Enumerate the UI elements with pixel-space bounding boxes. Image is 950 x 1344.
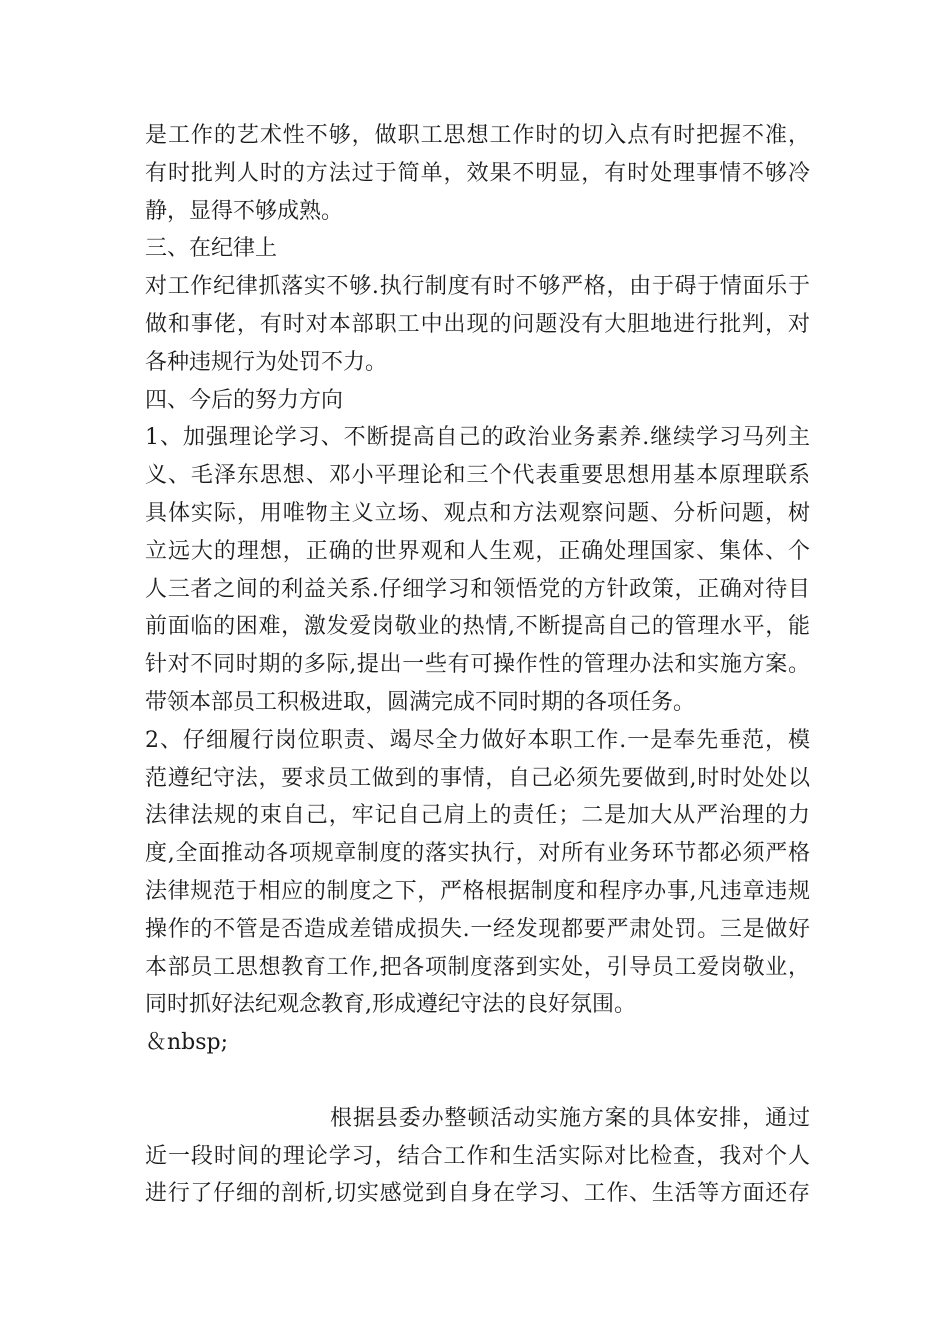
text-line: 近一段时间的理论学习，结合工作和生活实际对比检查，我对个人 <box>145 1143 810 1169</box>
text-line: 做和事佬，有时对本部职工中出现的问题没有大胆地进行批判，对 <box>145 311 810 337</box>
text-line: 义、毛泽东思想、邓小平理论和三个代表重要思想用基本原理联系 <box>145 463 810 489</box>
text-line: 具体实际，用唯物主义立场、观点和方法观察问题、分析问题，树 <box>145 500 810 526</box>
text-line: 同时抓好法纪观念教育,形成遵纪守法的良好氛围。 <box>145 992 636 1018</box>
text-line: 本部员工思想教育工作,把各项制度落到实处，引导员工爱岗敬业， <box>145 954 810 980</box>
text-line: ＆nbsp; <box>145 1030 229 1056</box>
document-body <box>145 117 810 1213</box>
text-line: 有时批判人时的方法过于简单，效果不明显，有时处理事情不够冷 <box>145 160 810 186</box>
text-line: 带领本部员工积极进取，圆满完成不同时期的各项任务。 <box>145 689 696 715</box>
text-line: 范遵纪守法，要求员工做到的事情，自己必须先要做到,时时处处以 <box>145 765 810 791</box>
text-line: 对工作纪律抓落实不够.执行制度有时不够严格，由于碍于情面乐于 <box>145 274 810 300</box>
text-line: 是工作的艺术性不够，做职工思想工作时的切入点有时把握不准， <box>145 123 810 148</box>
section-heading: 四、今后的努力方向 <box>145 387 344 413</box>
text-line: 进行了仔细的剖析,切实感觉到自身在学习、工作、生活等方面还存 <box>145 1181 810 1207</box>
text-line: 度,全面推动各项规章制度的落实执行，对所有业务环节都必须严格 <box>145 841 810 867</box>
text-line: 立远大的理想，正确的世界观和人生观，正确处理国家、集体、个 <box>145 538 810 564</box>
text-line: 1、加强理论学习、不断提高自己的政治业务素养.继续学习马列主 <box>145 425 810 451</box>
blank-line <box>145 1062 810 1100</box>
text-line: 静，显得不够成熟。 <box>145 198 344 224</box>
text-line: 根据县委办整顿活动实施方案的具体安排，通过 <box>330 1105 810 1131</box>
section-heading: 三、在纪律上 <box>145 236 278 262</box>
text-line: 操作的不管是否造成差错成损失.一经发现都要严肃处罚。三是做好 <box>145 916 810 942</box>
text-line: 2、仔细履行岗位职责、竭尽全力做好本职工作.一是奉先垂范，模 <box>145 727 810 753</box>
text-line: 各种违规行为处罚不力。 <box>145 349 388 375</box>
text-line: 针对不同时期的多际,提出一些有可操作性的管理办法和实施方案。 <box>145 652 810 678</box>
text-line: 前面临的困难，激发爱岗敬业的热情,不断提高自己的管理水平，能 <box>145 614 810 640</box>
text-line: 法律规范于相应的制度之下，严格根据制度和程序办事,凡违章违规 <box>145 878 810 904</box>
text-line: 法律法规的束自己，牢记自己肩上的责任；二是加大从严治理的力 <box>145 803 810 829</box>
text-line: 人三者之间的利益关系.仔细学习和领悟党的方针政策，正确对待目 <box>145 576 810 602</box>
